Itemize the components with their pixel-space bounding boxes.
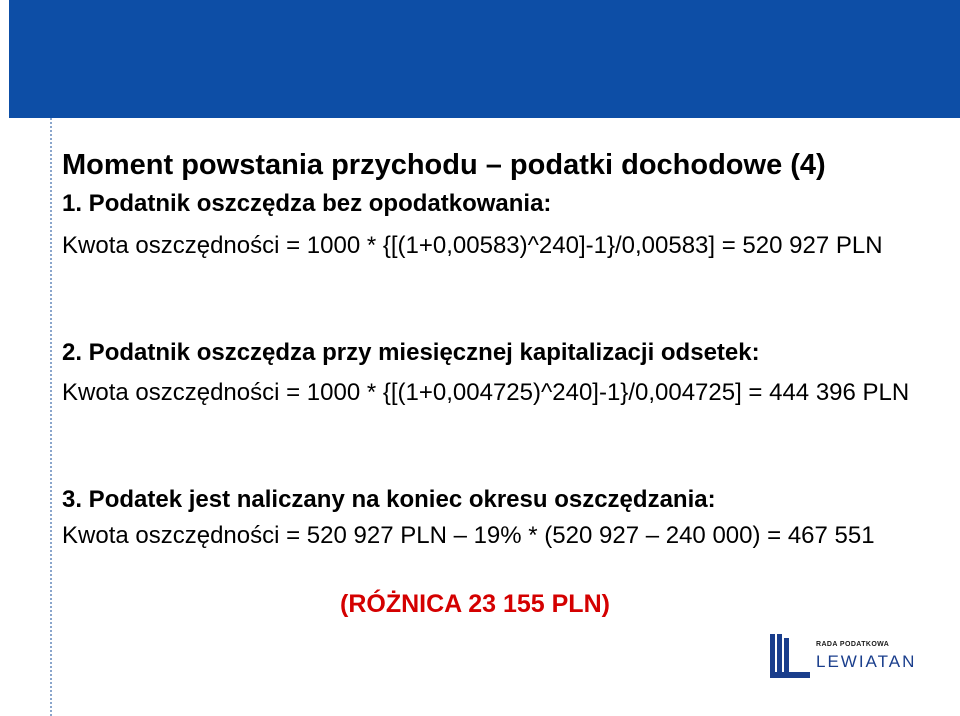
lewiatan-logo (768, 632, 918, 682)
difference-highlight: (RÓŻNICA 23 155 PLN) (340, 590, 610, 618)
lewiatan-logo-icon (768, 632, 816, 680)
logo-big-text: LEWIATAN (816, 652, 917, 671)
section-3-heading: 3. Podatek jest naliczany na koniec okresu oszczędzania: (62, 486, 716, 513)
section-2-body: Kwota oszczędności = 1000 * {[(1+0,004725)^240]-1}/0,004725] = 444 396 PLN (62, 379, 910, 406)
section-2-heading: 2. Podatnik oszczędza przy miesięcznej kapitalizacji odsetek: (62, 339, 760, 366)
header-banner (9, 0, 960, 118)
section-1-body: Kwota oszczędności = 1000 * {[(1+0,00583)^240]-1}/0,00583] = 520 927 PLN (62, 232, 883, 259)
logo-small-text: RADA PODATKOWA (816, 641, 890, 648)
slide-title: Moment powstania przychodu – podatki dochodowe (4) (62, 149, 826, 181)
section-1-heading: 1. Podatnik oszczędza bez opodatkowania: (62, 190, 552, 217)
section-3-body: Kwota oszczędności = 520 927 PLN – 19% * (520 927 – 240 000) = 467 551 (62, 522, 875, 549)
dotted-divider (50, 118, 52, 716)
